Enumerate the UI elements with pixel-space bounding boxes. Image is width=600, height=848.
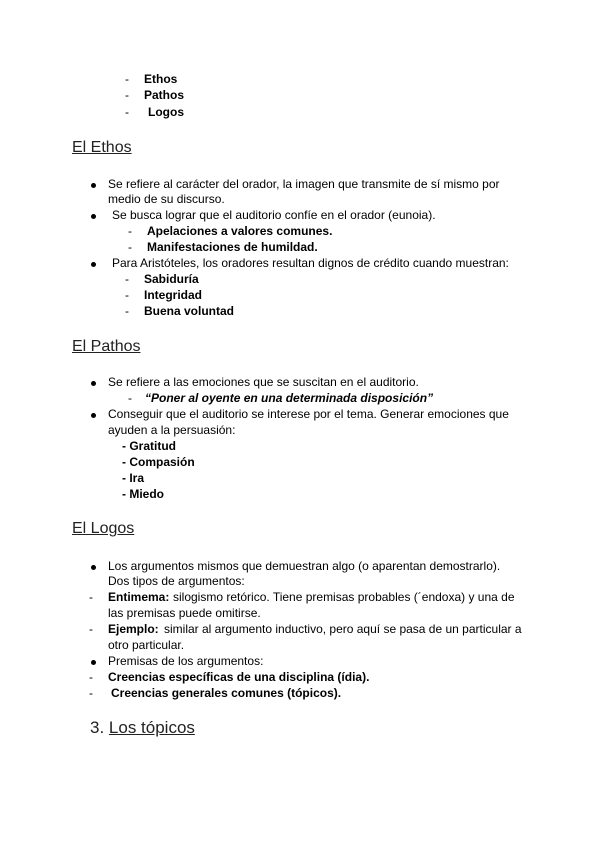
dash: -	[128, 224, 132, 238]
bullet-icon	[91, 565, 96, 570]
ethos-bullet-3: Para Aristóteles, los oradores resultan dignos de crédito cuando muestran:	[112, 256, 509, 270]
dash: -	[125, 272, 129, 286]
pathos-bullet-2-line-2: ayuden a la persuasión:	[108, 423, 236, 437]
pathos-sub-quote: “Poner al oyente en una determinada disposición”	[145, 391, 434, 405]
entimema-line-2: las premisas puede omitirse.	[108, 606, 261, 620]
dash: -	[89, 622, 93, 636]
emotion-gratitud: - Gratitud	[122, 439, 176, 453]
pathos-bullet-2-line-1: Conseguir que el auditorio se interese por el tema. Generar emociones que	[108, 407, 509, 421]
term-entimema: Entimema:	[108, 590, 170, 604]
bullet-icon	[91, 660, 96, 665]
list-item-pathos: Pathos	[144, 88, 185, 102]
term-ejemplo: Ejemplo:	[108, 622, 159, 636]
ethos-sub-apelaciones: Apelaciones a valores comunes.	[147, 224, 333, 238]
dash: -	[89, 670, 93, 684]
ethos-sub-buena-voluntad: Buena voluntad	[144, 304, 235, 318]
ethos-bullet-1-line-2: medio de su discurso.	[108, 192, 225, 206]
bullet-icon	[91, 413, 96, 418]
logos-bullet-2: Premisas de los argumentos:	[108, 654, 264, 668]
heading-ethos: El Ethos	[72, 139, 132, 156]
ethos-sub-sabiduria: Sabiduría	[144, 272, 199, 286]
dash: -	[125, 88, 129, 102]
list-item-logos: Logos	[148, 105, 184, 119]
ejemplo-line-1: similar al argumento inductivo, pero aquí se pasa de un particular a	[164, 622, 522, 636]
heading-logos: El Logos	[72, 520, 135, 537]
premisa-especificas: Creencias específicas de una disciplina (ídia).	[108, 670, 370, 684]
premisa-generales: Creencias generales comunes (tópicos).	[111, 686, 342, 700]
bullet-icon	[91, 381, 96, 386]
ethos-bullet-2: Se busca lograr que el auditorio confíe en el orador (eunoia).	[112, 208, 436, 222]
dash: -	[125, 304, 129, 318]
logos-bullet-1-line-2: Dos tipos de argumentos:	[108, 574, 245, 588]
dash: -	[89, 590, 93, 604]
ethos-sub-integridad: Integridad	[144, 288, 203, 302]
dash: -	[125, 288, 129, 302]
pathos-bullet-1: Se refiere a las emociones que se suscitan en el auditorio.	[108, 375, 419, 389]
section-3-heading	[90, 717, 195, 739]
list-item-ethos: Ethos	[144, 72, 178, 86]
bullet-icon	[91, 183, 96, 188]
dash: -	[89, 686, 93, 700]
ejemplo-line-2: otro particular.	[108, 638, 185, 652]
dash: -	[125, 105, 129, 119]
bullet-icon	[91, 262, 96, 267]
ethos-sub-humildad: Manifestaciones de humildad.	[147, 240, 318, 254]
emotion-compasion: - Compasión	[122, 455, 195, 469]
emotion-ira: - Ira	[122, 471, 145, 485]
entimema-line-1: silogismo retórico. Tiene premisas probables (´endoxa) y una de	[173, 590, 515, 604]
section-title: Los tópicos	[108, 718, 195, 737]
section-number: 3.	[90, 718, 105, 737]
dash: -	[128, 391, 132, 405]
ethos-bullet-1-line-1: Se refiere al carácter del orador, la imagen que transmite de sí mismo por	[108, 177, 500, 191]
emotion-miedo: - Miedo	[122, 487, 164, 501]
heading-pathos: El Pathos	[72, 338, 141, 355]
dash: -	[128, 240, 132, 254]
logos-bullet-1-line-1: Los argumentos mismos que demuestran algo (o aparentan demostrarlo).	[108, 559, 501, 573]
dash: -	[125, 72, 129, 86]
bullet-icon	[91, 214, 96, 219]
